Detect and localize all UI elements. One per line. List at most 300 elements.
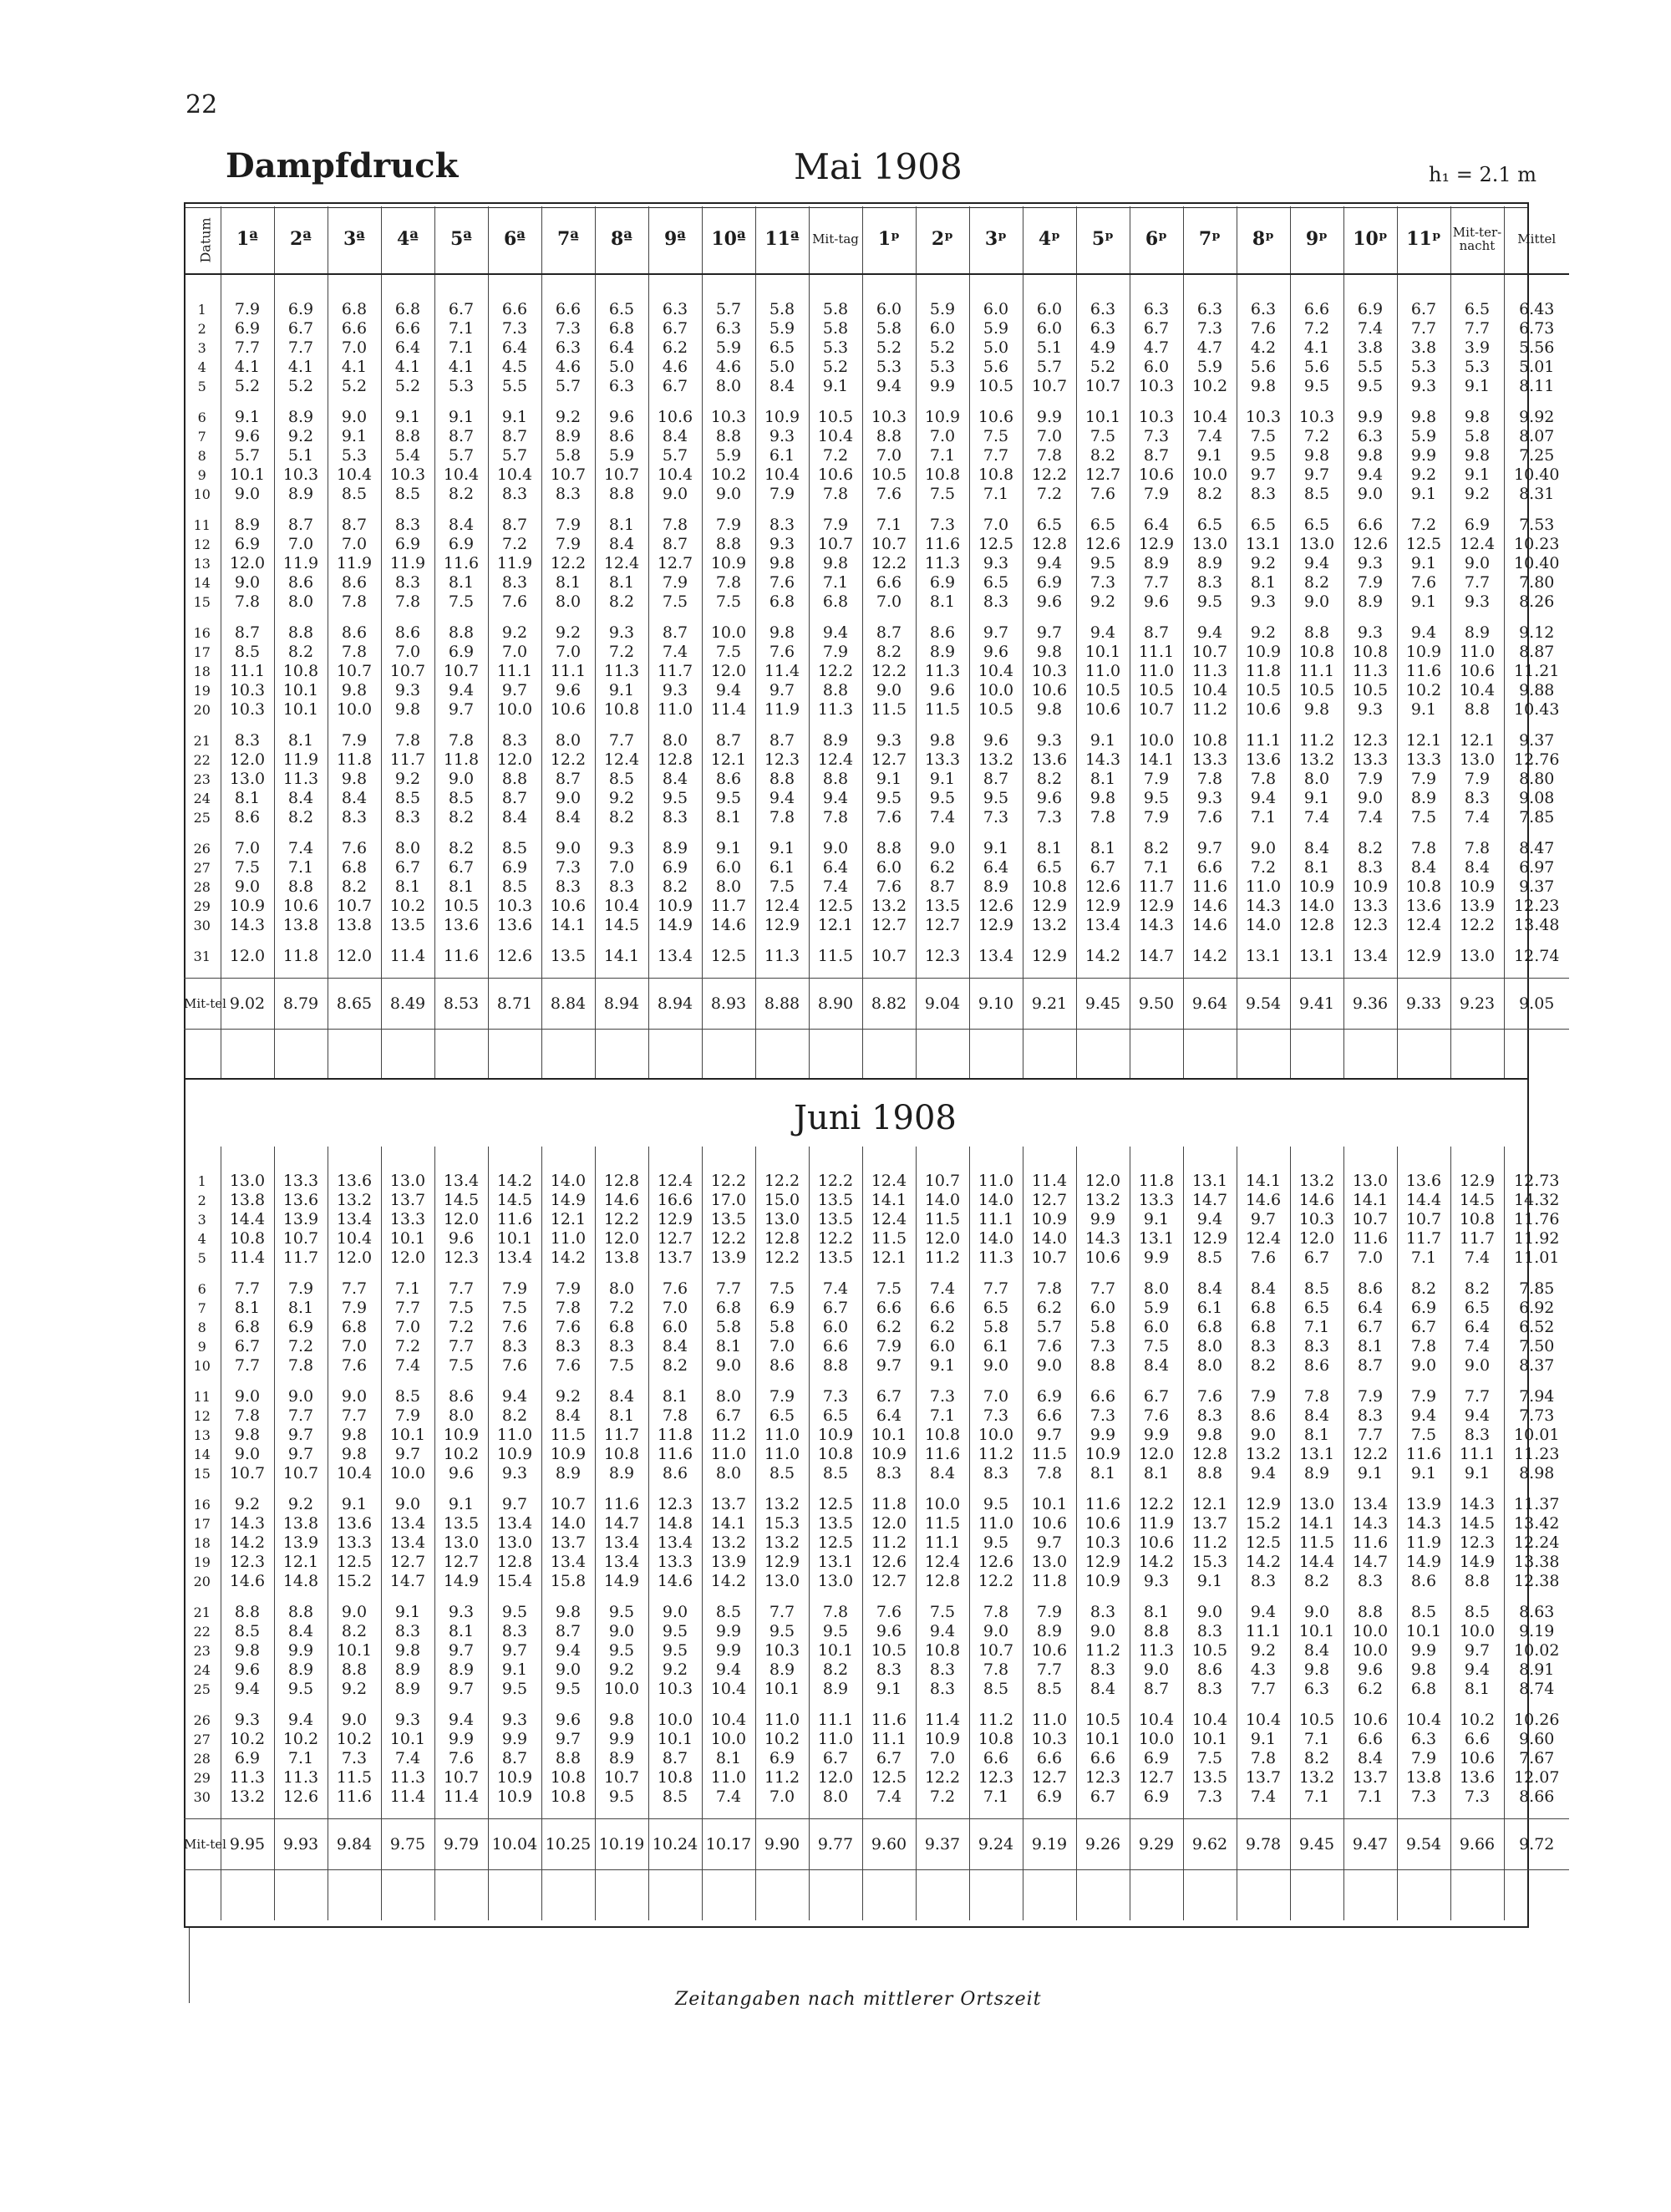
value-cell: 8.2: [328, 877, 381, 897]
value-cell: 9.5: [595, 1603, 648, 1622]
table-row: [184, 897, 1569, 916]
value-cell: 13.1: [1183, 1172, 1237, 1191]
value-cell: 9.0: [1183, 1603, 1237, 1622]
value-cell: 9.7: [1023, 623, 1076, 643]
table-row: [184, 1730, 1569, 1749]
value-cell: 12.5: [809, 1533, 862, 1553]
value-cell: 8.8: [1183, 1464, 1237, 1483]
value-cell: 13.6: [434, 916, 488, 935]
value-cell: 14.9: [1397, 1553, 1450, 1572]
value-cell: 10.9: [809, 1426, 862, 1445]
value-cell: 12.2: [1023, 465, 1076, 485]
value-cell: 6.9: [221, 1749, 274, 1768]
mean-cell: 9.75: [381, 1819, 434, 1870]
value-cell: 5.9: [702, 338, 755, 358]
value-cell: 10.7: [595, 1768, 648, 1787]
value-cell: 8.3: [541, 1337, 595, 1356]
value-cell: 7.3: [1183, 319, 1237, 338]
value-cell: 10.7: [434, 1768, 488, 1787]
value-cell: 14.3: [1343, 1514, 1397, 1533]
value-cell: 14.6: [1290, 1191, 1343, 1210]
value-cell: 8.3: [488, 485, 541, 504]
value-cell: 7.4: [648, 643, 702, 662]
mean-row: [184, 979, 1569, 1030]
table-row: [184, 319, 1569, 338]
daily-mean-cell: 10.40: [1504, 465, 1569, 485]
value-cell: 8.1: [274, 731, 328, 750]
value-cell: 6.9: [755, 1299, 809, 1318]
day-cell: 14: [193, 575, 211, 591]
value-cell: 8.4: [488, 808, 541, 827]
value-cell: 7.7: [595, 731, 648, 750]
table-row: [184, 789, 1569, 808]
value-cell: 7.3: [1076, 1337, 1130, 1356]
value-cell: 10.9: [702, 554, 755, 573]
value-cell: 6.3: [648, 300, 702, 319]
value-cell: 8.3: [1076, 1603, 1130, 1622]
value-cell: 11.2: [1076, 1641, 1130, 1660]
value-cell: 9.4: [1076, 623, 1130, 643]
value-cell: 12.4: [862, 1210, 916, 1229]
value-cell: 12.7: [862, 750, 916, 770]
value-cell: 11.7: [1450, 1229, 1504, 1248]
value-cell: 9.0: [1023, 1356, 1076, 1376]
value-cell: 14.0: [1237, 916, 1290, 935]
value-cell: 5.2: [381, 377, 434, 396]
value-cell: 12.2: [1343, 1445, 1397, 1464]
value-cell: 11.4: [221, 1248, 274, 1268]
value-cell: 6.5: [969, 573, 1023, 592]
table-row: [184, 592, 1569, 612]
value-cell: 12.7: [1023, 1191, 1076, 1210]
value-cell: 8.1: [221, 789, 274, 808]
value-cell: 7.3: [809, 1387, 862, 1406]
value-cell: 14.4: [221, 1210, 274, 1229]
value-cell: 10.7: [809, 535, 862, 554]
value-cell: 8.1: [1130, 1603, 1183, 1622]
value-cell: 8.5: [221, 643, 274, 662]
value-cell: 7.8: [648, 1406, 702, 1426]
column-header: 10ª: [702, 206, 755, 274]
value-cell: 10.3: [1237, 408, 1290, 427]
value-cell: 13.0: [1450, 750, 1504, 770]
value-cell: 11.3: [1130, 1641, 1183, 1660]
value-cell: 12.1: [1397, 731, 1450, 750]
value-cell: 6.7: [648, 319, 702, 338]
value-cell: 7.0: [862, 592, 916, 612]
value-cell: 8.6: [328, 573, 381, 592]
value-cell: 9.5: [969, 1495, 1023, 1514]
value-cell: 6.6: [1450, 1730, 1504, 1749]
day-cell: 15: [193, 594, 211, 610]
value-cell: 8.8: [702, 427, 755, 446]
value-cell: 8.4: [1290, 1641, 1343, 1660]
value-cell: 11.0: [755, 1711, 809, 1730]
value-cell: 6.9: [274, 1318, 328, 1337]
mean-cell: 9.19: [1023, 1819, 1076, 1870]
value-cell: 14.8: [274, 1572, 328, 1591]
value-cell: 9.8: [328, 1426, 381, 1445]
mean-cell: 9.95: [221, 1819, 274, 1870]
day-cell: 20: [193, 702, 211, 718]
value-cell: 12.8: [488, 1553, 541, 1572]
value-cell: 9.1: [755, 839, 809, 858]
day-cell: 9: [197, 467, 206, 483]
value-cell: 7.6: [1237, 319, 1290, 338]
table-row: [184, 1603, 1569, 1622]
value-cell: 6.8: [1237, 1299, 1290, 1318]
value-cell: 9.1: [1450, 1464, 1504, 1483]
value-cell: 13.4: [1343, 1495, 1397, 1514]
value-cell: 5.7: [648, 446, 702, 465]
value-cell: 7.8: [809, 808, 862, 827]
value-cell: 9.1: [1076, 731, 1130, 750]
value-cell: 7.7: [969, 1279, 1023, 1299]
value-cell: 11.3: [969, 1248, 1023, 1268]
value-cell: 10.4: [1397, 1711, 1450, 1730]
value-cell: 7.6: [1023, 1337, 1076, 1356]
value-cell: 5.3: [434, 377, 488, 396]
value-cell: 9.8: [595, 1711, 648, 1730]
value-cell: 13.4: [595, 1553, 648, 1572]
value-cell: 9.9: [702, 1622, 755, 1641]
value-cell: 7.8: [221, 592, 274, 612]
value-cell: 7.8: [1237, 770, 1290, 789]
daily-mean-cell: 8.31: [1504, 485, 1569, 504]
value-cell: 12.0: [1130, 1445, 1183, 1464]
value-cell: 10.3: [274, 465, 328, 485]
table-row: [184, 1299, 1569, 1318]
value-cell: 10.8: [595, 700, 648, 720]
value-cell: 6.7: [1130, 1387, 1183, 1406]
value-cell: 9.0: [541, 1660, 595, 1680]
value-cell: 6.7: [1343, 1318, 1397, 1337]
value-cell: 14.0: [969, 1191, 1023, 1210]
value-cell: 10.6: [809, 465, 862, 485]
value-cell: 14.5: [595, 916, 648, 935]
daily-mean-cell: 12.74: [1504, 947, 1569, 966]
value-cell: 11.1: [1237, 731, 1290, 750]
value-cell: 8.8: [809, 770, 862, 789]
value-cell: 9.0: [969, 1356, 1023, 1376]
value-cell: 11.0: [648, 700, 702, 720]
value-cell: 11.0: [1237, 877, 1290, 897]
value-cell: 9.2: [221, 1495, 274, 1514]
value-cell: 10.9: [1076, 1572, 1130, 1591]
value-cell: 9.5: [488, 1603, 541, 1622]
value-cell: 8.4: [1343, 1749, 1397, 1768]
value-cell: 7.9: [328, 1299, 381, 1318]
value-cell: 9.4: [488, 1387, 541, 1406]
value-cell: 10.9: [1076, 1445, 1130, 1464]
value-cell: 7.4: [1450, 808, 1504, 827]
value-cell: 7.3: [541, 319, 595, 338]
value-cell: 8.9: [595, 1749, 648, 1768]
value-cell: 8.0: [595, 1279, 648, 1299]
value-cell: 6.8: [328, 1318, 381, 1337]
value-cell: 8.4: [1237, 1279, 1290, 1299]
value-cell: 13.2: [1023, 916, 1076, 935]
value-cell: 10.1: [1397, 1622, 1450, 1641]
value-cell: 14.8: [648, 1514, 702, 1533]
value-cell: 5.8: [1450, 427, 1504, 446]
value-cell: 12.2: [702, 1172, 755, 1191]
value-cell: 7.8: [328, 643, 381, 662]
value-cell: 6.4: [1343, 1299, 1397, 1318]
value-cell: 8.5: [1290, 1279, 1343, 1299]
value-cell: 10.6: [1076, 1248, 1130, 1268]
value-cell: 8.2: [434, 839, 488, 858]
mean-cell: 9.50: [1130, 979, 1183, 1030]
value-cell: 7.0: [541, 643, 595, 662]
value-cell: 9.1: [1130, 1210, 1183, 1229]
value-cell: 9.2: [1237, 1641, 1290, 1660]
value-cell: 13.8: [595, 1248, 648, 1268]
value-cell: 7.3: [1023, 808, 1076, 827]
value-cell: 7.7: [221, 1279, 274, 1299]
value-cell: 5.2: [328, 377, 381, 396]
day-cell: 5: [197, 1250, 206, 1266]
value-cell: 6.9: [434, 535, 488, 554]
value-cell: 6.7: [809, 1749, 862, 1768]
value-cell: 13.2: [969, 750, 1023, 770]
value-cell: 12.0: [328, 1248, 381, 1268]
day-cell: 4: [197, 359, 206, 375]
day-cell: 12: [193, 536, 211, 552]
value-cell: 5.8: [541, 446, 595, 465]
value-cell: 8.1: [434, 573, 488, 592]
value-cell: 9.1: [434, 408, 488, 427]
day-cell: 24: [193, 791, 211, 806]
value-cell: 9.8: [1023, 700, 1076, 720]
value-cell: 8.8: [1130, 1622, 1183, 1641]
value-cell: 4.1: [221, 358, 274, 377]
daily-mean-cell: 8.63: [1504, 1603, 1569, 1622]
value-cell: 11.6: [1343, 1229, 1397, 1248]
value-cell: 8.2: [862, 643, 916, 662]
daily-mean-cell: 8.66: [1504, 1787, 1569, 1807]
value-cell: 8.8: [274, 1603, 328, 1622]
value-cell: 8.1: [1290, 1426, 1343, 1445]
value-cell: 5.2: [221, 377, 274, 396]
value-cell: 9.6: [1343, 1660, 1397, 1680]
value-cell: 8.4: [328, 789, 381, 808]
value-cell: 9.1: [1450, 465, 1504, 485]
value-cell: 8.3: [381, 1622, 434, 1641]
value-cell: 11.6: [595, 1495, 648, 1514]
value-cell: 9.5: [969, 789, 1023, 808]
value-cell: 10.9: [916, 408, 969, 427]
value-cell: 10.5: [1076, 681, 1130, 700]
value-cell: 10.8: [969, 465, 1023, 485]
value-cell: 10.8: [274, 662, 328, 681]
value-cell: 9.3: [1023, 731, 1076, 750]
value-cell: 7.5: [1397, 808, 1450, 827]
value-cell: 13.8: [274, 916, 328, 935]
value-cell: 6.6: [1343, 516, 1397, 535]
value-cell: 7.4: [1237, 1787, 1290, 1807]
value-cell: 8.1: [1237, 573, 1290, 592]
day-cell: 19: [193, 683, 211, 699]
table-row: [184, 1337, 1569, 1356]
value-cell: 12.3: [916, 947, 969, 966]
value-cell: 9.4: [1397, 623, 1450, 643]
value-cell: 3.8: [1343, 338, 1397, 358]
elevation-label: h₁ = 2.1 m: [1429, 163, 1536, 186]
value-cell: 6.8: [702, 1299, 755, 1318]
value-cell: 5.3: [1397, 358, 1450, 377]
table-row: [184, 623, 1569, 643]
daily-mean-cell: 6.43: [1504, 300, 1569, 319]
value-cell: 9.1: [1343, 1464, 1397, 1483]
value-cell: 10.1: [1076, 1730, 1130, 1749]
value-cell: 8.2: [809, 1660, 862, 1680]
day-cell: 14: [193, 1447, 211, 1462]
value-cell: 7.2: [488, 535, 541, 554]
daily-mean-cell: 11.01: [1504, 1248, 1569, 1268]
value-cell: 11.1: [862, 1730, 916, 1749]
value-cell: 10.4: [1183, 408, 1237, 427]
value-cell: 10.0: [595, 1680, 648, 1699]
value-cell: 9.3: [755, 535, 809, 554]
value-cell: 8.6: [381, 623, 434, 643]
value-cell: 6.8: [595, 1318, 648, 1337]
value-cell: 6.4: [1130, 516, 1183, 535]
value-cell: 8.0: [1183, 1356, 1237, 1376]
value-cell: 7.2: [916, 1787, 969, 1807]
value-cell: 12.0: [381, 1248, 434, 1268]
value-cell: 8.3: [488, 573, 541, 592]
table-row: [184, 427, 1569, 446]
value-cell: 5.8: [702, 1318, 755, 1337]
mean-cell: 10.04: [488, 1819, 541, 1870]
value-cell: 13.8: [328, 916, 381, 935]
month-title-mai: Mai 1908: [794, 146, 962, 187]
table-row: [184, 681, 1569, 700]
value-cell: 5.7: [488, 446, 541, 465]
value-cell: 6.0: [1076, 1299, 1130, 1318]
value-cell: 7.9: [1023, 1603, 1076, 1622]
value-cell: 6.7: [1290, 1248, 1343, 1268]
value-cell: 12.2: [862, 662, 916, 681]
value-cell: 14.6: [1183, 897, 1237, 916]
value-cell: 6.4: [969, 858, 1023, 877]
value-cell: 8.3: [488, 1622, 541, 1641]
value-cell: 11.7: [1397, 1229, 1450, 1248]
value-cell: 7.1: [381, 1279, 434, 1299]
value-cell: 13.5: [809, 1210, 862, 1229]
value-cell: 11.2: [755, 1768, 809, 1787]
day-cell: 2: [197, 321, 206, 337]
value-cell: 14.9: [434, 1572, 488, 1591]
value-cell: 9.0: [274, 1387, 328, 1406]
daily-mean-cell: 9.08: [1504, 789, 1569, 808]
value-cell: 7.9: [1130, 485, 1183, 504]
value-cell: 12.4: [1397, 916, 1450, 935]
value-cell: 12.0: [809, 1768, 862, 1787]
value-cell: 8.8: [1076, 1356, 1130, 1376]
value-cell: 14.5: [1450, 1191, 1504, 1210]
value-cell: 9.6: [541, 1711, 595, 1730]
value-cell: 12.4: [809, 750, 862, 770]
value-cell: 8.8: [541, 1749, 595, 1768]
column-header: 1ª: [221, 206, 274, 274]
table-row: [184, 1533, 1569, 1553]
value-cell: 7.6: [1130, 1406, 1183, 1426]
value-cell: 9.1: [381, 1603, 434, 1622]
value-cell: 9.1: [1397, 1464, 1450, 1483]
value-cell: 9.0: [1397, 1356, 1450, 1376]
table-row: [184, 377, 1569, 396]
value-cell: 14.7: [1183, 1191, 1237, 1210]
value-cell: 13.2: [1237, 1445, 1290, 1464]
daily-mean-cell: 9.88: [1504, 681, 1569, 700]
value-cell: 9.1: [221, 408, 274, 427]
value-cell: 7.0: [274, 535, 328, 554]
day-cell: 13: [193, 556, 211, 572]
value-cell: 7.0: [755, 1787, 809, 1807]
value-cell: 10.2: [1397, 681, 1450, 700]
daily-mean-cell: 5.01: [1504, 358, 1569, 377]
value-cell: 12.8: [1290, 916, 1343, 935]
value-cell: 4.2: [1237, 338, 1290, 358]
value-cell: 10.7: [862, 947, 916, 966]
table-row: [184, 1248, 1569, 1268]
value-cell: 6.5: [1237, 516, 1290, 535]
value-cell: 7.7: [1130, 573, 1183, 592]
value-cell: 9.8: [1290, 1660, 1343, 1680]
value-cell: 7.8: [1183, 770, 1237, 789]
value-cell: 7.3: [488, 319, 541, 338]
column-header: 7ᵖ: [1183, 206, 1237, 274]
table-row: [184, 1749, 1569, 1768]
value-cell: 8.3: [488, 1337, 541, 1356]
value-cell: 8.8: [381, 427, 434, 446]
value-cell: 10.6: [1130, 465, 1183, 485]
daily-mean-cell: 8.98: [1504, 1464, 1569, 1483]
column-header: Datum: [184, 206, 221, 274]
value-cell: 9.1: [1397, 554, 1450, 573]
value-cell: 9.8: [809, 554, 862, 573]
value-cell: 10.2: [274, 1730, 328, 1749]
value-cell: 7.5: [969, 427, 1023, 446]
value-cell: 12.5: [862, 1768, 916, 1787]
value-cell: 8.7: [1343, 1356, 1397, 1376]
value-cell: 9.7: [1183, 839, 1237, 858]
value-cell: 8.3: [595, 1337, 648, 1356]
value-cell: 9.2: [648, 1660, 702, 1680]
value-cell: 9.9: [1343, 408, 1397, 427]
value-cell: 9.0: [221, 1387, 274, 1406]
value-cell: 7.6: [328, 1356, 381, 1376]
value-cell: 9.7: [488, 681, 541, 700]
value-cell: 10.1: [1183, 1730, 1237, 1749]
value-cell: 11.0: [755, 1426, 809, 1445]
value-cell: 8.5: [648, 1787, 702, 1807]
value-cell: 10.8: [648, 1768, 702, 1787]
value-cell: 8.8: [221, 1603, 274, 1622]
value-cell: 9.3: [381, 1711, 434, 1730]
value-cell: 5.9: [969, 319, 1023, 338]
value-cell: 12.7: [381, 1553, 434, 1572]
value-cell: 8.1: [595, 1406, 648, 1426]
value-cell: 9.2: [595, 1660, 648, 1680]
value-cell: 10.0: [916, 1495, 969, 1514]
value-cell: 6.5: [1450, 1299, 1504, 1318]
value-cell: 14.3: [1130, 916, 1183, 935]
value-cell: 7.8: [648, 516, 702, 535]
value-cell: 8.8: [862, 839, 916, 858]
